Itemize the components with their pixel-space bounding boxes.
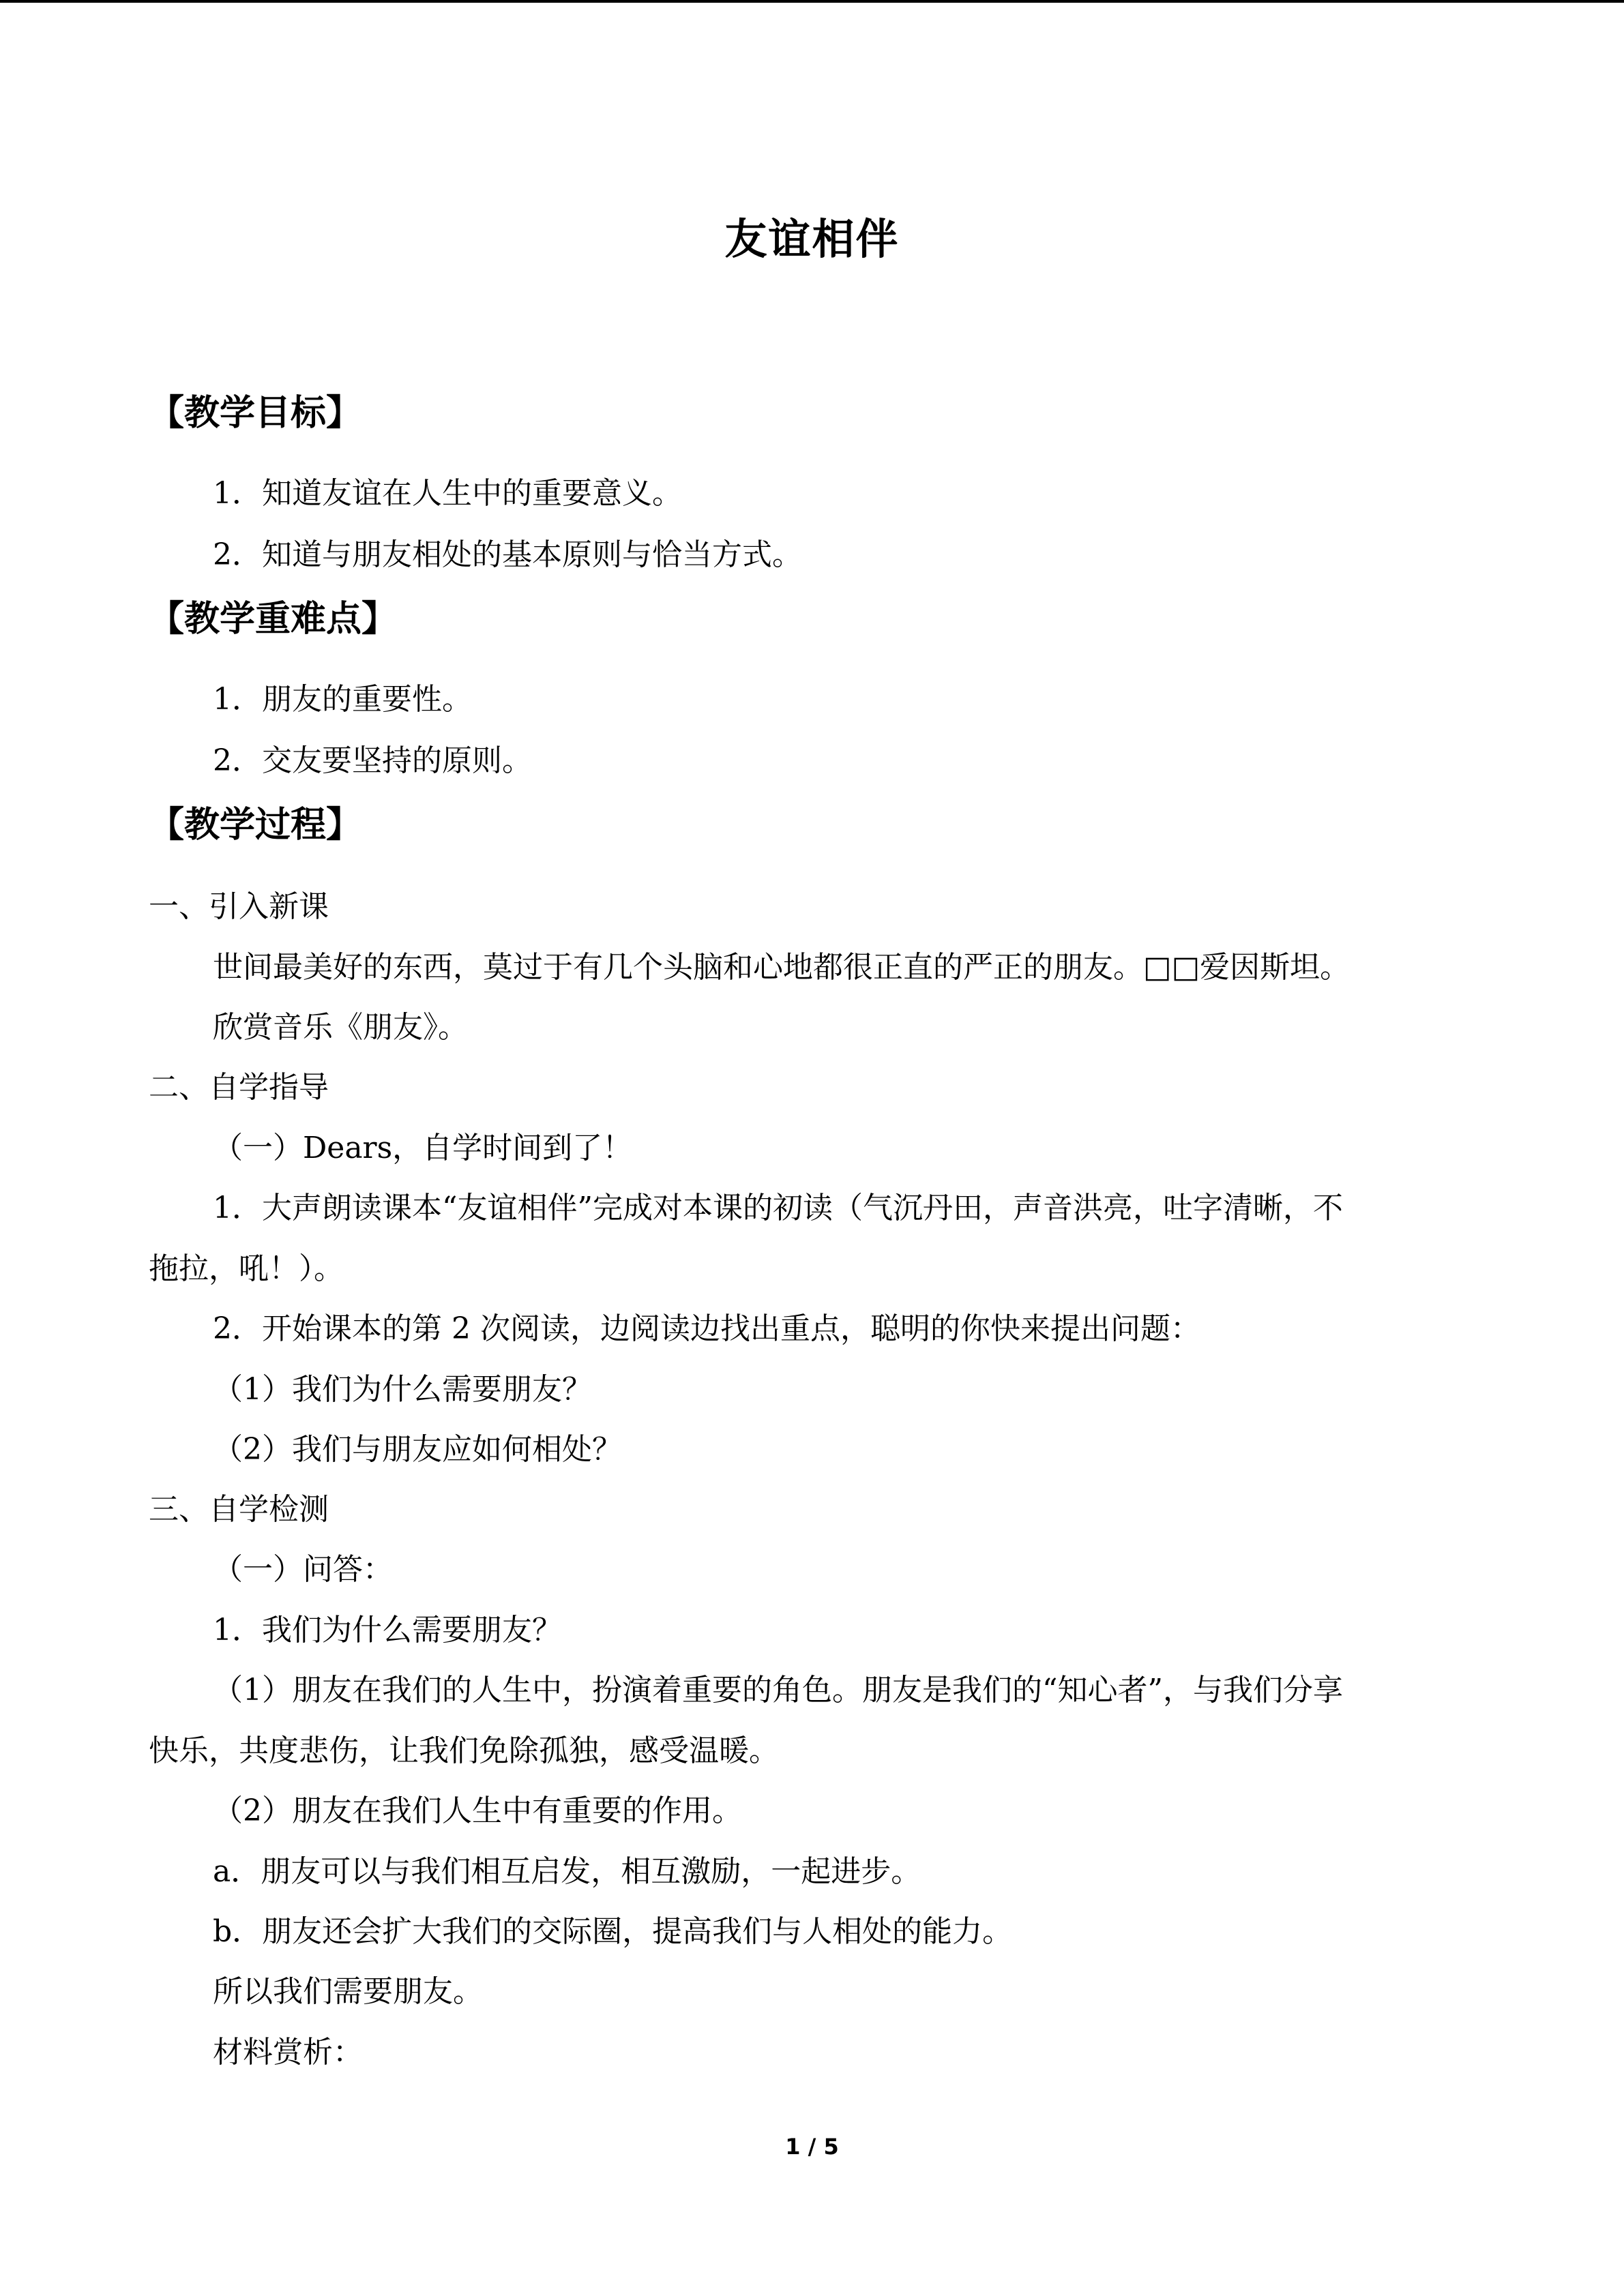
heading-teaching-process: 【教学过程】 <box>149 805 362 846</box>
section-title-intro: 一、引入新课 <box>149 889 329 924</box>
self-check-answer-1-line-1: （1）朋友在我们的人生中，扮演着重要的角色。朋友是我们的“知心者”，与我们分享 <box>213 1673 1343 1708</box>
self-check-conclusion: 所以我们需要朋友。 <box>213 1974 483 2009</box>
self-study-item-1-line-2: 拖拉，吼！）。 <box>149 1251 344 1286</box>
intro-quote: 世间最美好的东西，莫过于有几个头脑和心地都很正直的严正的朋友。□□爱因斯坦。 <box>213 950 1350 985</box>
self-check-item-1: 1．我们为什么需要朋友？ <box>213 1613 562 1648</box>
material-analysis-label: 材料赏析： <box>213 2035 363 2070</box>
self-study-item-1-line-1: 1．大声朗读课本“友谊相伴”完成对本课的初读（气沉丹田，声音洪亮，吐字清晰，不 <box>213 1191 1343 1225</box>
heading-teaching-goals: 【教学目标】 <box>149 393 362 434</box>
self-study-question-2: （2）我们与朋友应如何相处？ <box>213 1432 622 1467</box>
self-check-answer-2-a: a．朋友可以与我们相互启发，相互激励，一起进步。 <box>213 1854 921 1889</box>
page-number: 1 / 5 <box>785 2134 839 2160</box>
key-point-item-2: 2．交友要坚持的原则。 <box>213 743 532 778</box>
section-title-self-check: 三、自学检测 <box>149 1492 329 1527</box>
self-check-answer-1-line-2: 快乐，共度悲伤，让我们免除孤独，感受温暖。 <box>149 1733 779 1768</box>
goal-item-1: 1．知道友谊在人生中的重要意义。 <box>213 476 682 511</box>
self-check-answer-2-b: b．朋友还会扩大我们的交际圈，提高我们与人相处的能力。 <box>213 1914 1013 1949</box>
heading-key-points: 【教学重难点】 <box>149 599 398 640</box>
goal-item-2: 2．知道与朋友相处的基本原则与恰当方式。 <box>213 537 802 572</box>
intro-music: 欣赏音乐《朋友》。 <box>213 1010 468 1045</box>
self-study-item-2: 2．开始课本的第 2 次阅读，边阅读边找出重点，聪明的你快来提出问题： <box>213 1311 1200 1346</box>
self-check-subheading: （一）问答： <box>213 1552 393 1587</box>
document-title: 友谊相伴 <box>724 214 900 264</box>
self-study-question-1: （1）我们为什么需要朋友？ <box>213 1372 592 1407</box>
self-study-subheading: （一）Dears，自学时间到了！ <box>213 1131 633 1165</box>
section-title-self-study: 二、自学指导 <box>149 1070 329 1105</box>
key-point-item-1: 1．朋友的重要性。 <box>213 682 472 717</box>
self-check-answer-2: （2）朋友在我们人生中有重要的作用。 <box>213 1793 742 1828</box>
